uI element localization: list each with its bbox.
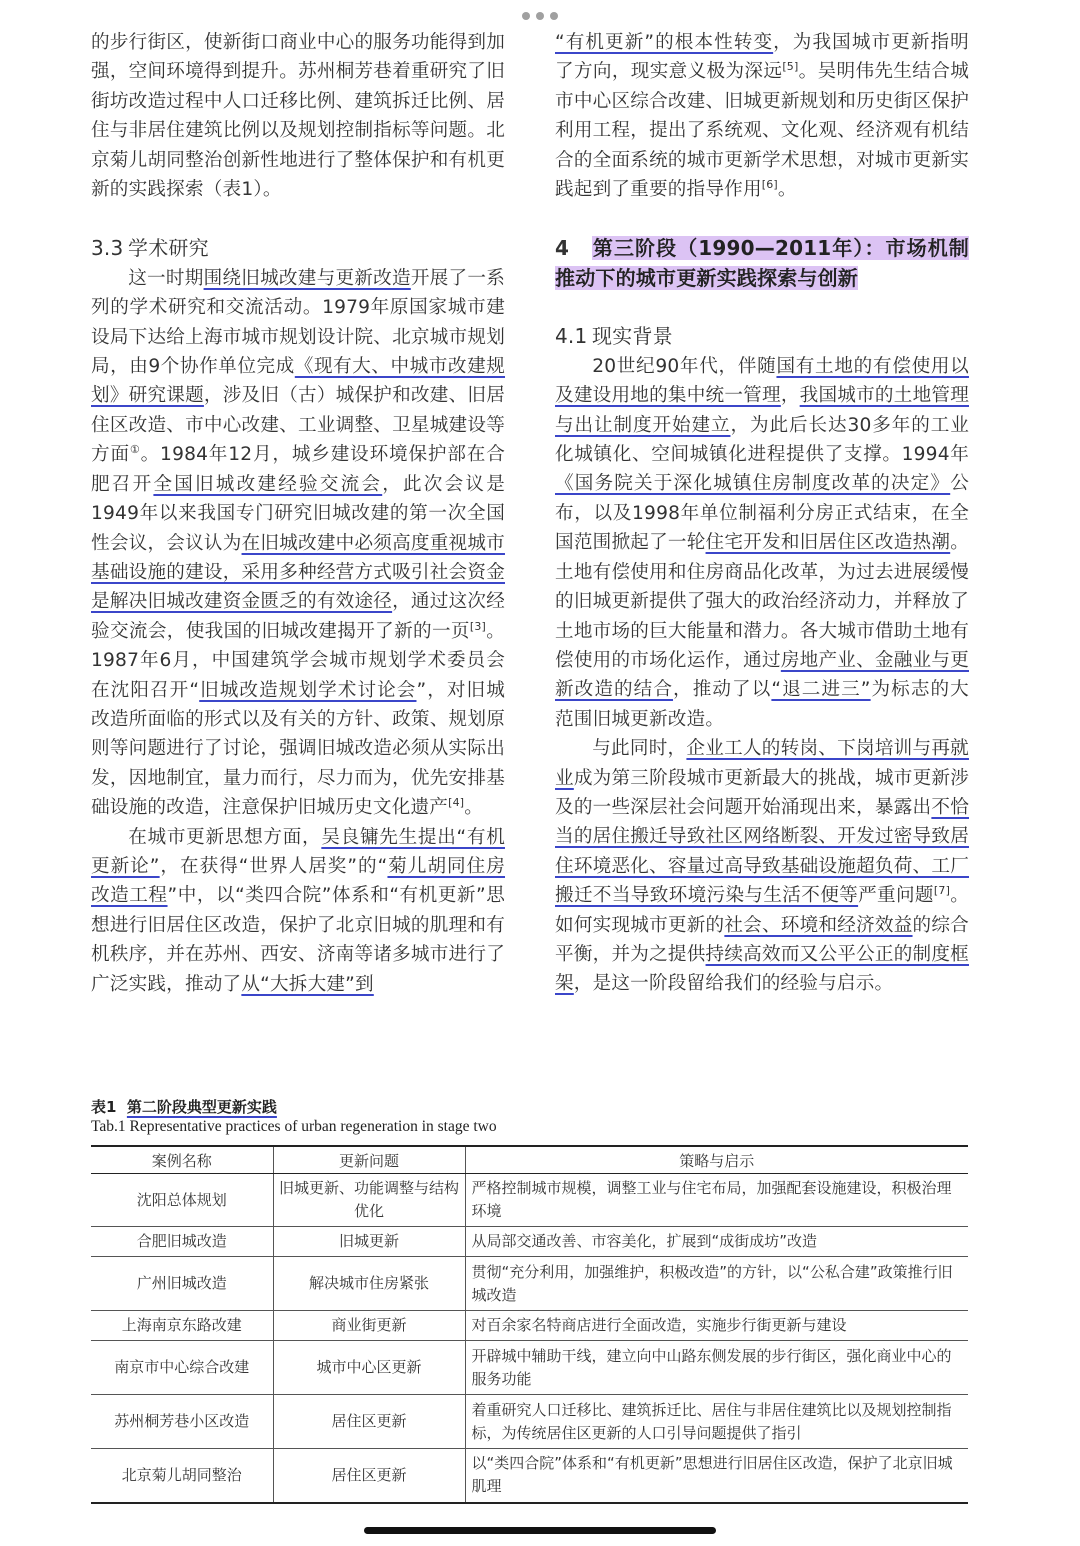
table-caption-english: Tab.1 Representative practices of urban regeneration in stage two <box>91 1118 497 1135</box>
paragraph-urban-renewal-thought: 在城市更新思想方面，吴良镛先生提出“有机更新论”，在获得“世界人居奖”的“菊儿胡同住房改造工程”中，以“类四合院”体系和“有机更新”思想进行旧居住区改造，保护了北京旧城的肌理和有机秩序，并在苏州、西安、济南等诸多城市进行了广泛实践，推动了从“大拆大建”到 <box>91 826 506 995</box>
highlighted-heading: 第三阶段（1990—2011年）：市场机制推动下的城市更新实践探索与创新 <box>555 236 969 291</box>
header-case-name: 案例名称 <box>91 1146 273 1174</box>
paragraph-continued-right: “有机更新”的根本性转变，为我国城市更新指明了方向，现实意义极为深远[5]。吴明伟先生结合城市中心区综合改建、旧城更新规划和历史街区保护利用工程，提出了系统观、文化观、经济观有机结合的全面系统的城市更新学术思想，对城市更新实践起到了重要的指导作用[6]。 <box>555 32 969 201</box>
paragraph-continued: 的步行街区，使新街口商业中心的服务功能得到加强，空间环境得到提升。苏州桐芳巷着重研究了旧街坊改造过程中人口迁移比例、建筑拆迁比例、居住与非居住建筑比例以及规划控制指标等问题。北京菊儿胡同整治创新性地进行了整体保护和有机更新的实践探索（表1）。 <box>91 32 505 201</box>
home-indicator[interactable] <box>364 1527 716 1534</box>
case-name-cell: 广州旧城改造 <box>91 1257 273 1311</box>
footnote-marker: ① <box>129 443 141 457</box>
issue-cell: 城市中心区更新 <box>273 1341 465 1395</box>
header-strategy: 策略与启示 <box>465 1146 968 1174</box>
left-column <box>91 28 505 999</box>
issue-cell: 居住区更新 <box>273 1395 465 1449</box>
paragraph-academic-research: 这一时期围绕旧城改建与更新改造开展了一系列的学术研究和交流活动。1979年原国家城市建设局下达给上海市城市规划设计院、北京城市规划局，由9个协作单位完成《现有大、中城市改建规划》研究课题，涉及旧（古）城保护和改建、旧居住区改造、市中心改建、工业调整、卫星城建设等方面①。1984年12月，城乡建设环境保护部在合肥召开全国旧城改建经验交流会，此次会议是1949年以来我国专门研究旧城改建的第一次全国性会议，会议认为在旧城改建中必须高度重视城市基础设施的建设，采用多种经营方式吸引社会资金是解决旧城改建资金匮乏的有效途径，通过这次经验交流会，使我国的旧城改建揭开了新的一页[3]。1987年6月，中国建筑学会城市规划学术委员会在沈阳召开“旧城改造规划学术讨论会”，对旧城改造所面临的形式以及有关的方针、政策、规划原则等问题进行了讨论，强调旧城改造必须从实际出发，因地制宜，量力而行，尽力而为，优先安排基础设施的改造，注意保护旧城历史文化遗产[4]。 <box>91 267 506 819</box>
paragraph-background: 20世纪90年代，伴随国有土地的有偿使用以及建设用地的集中统一管理，我国城市的土地管理与出让制度开始建立，为此后长达30多年的工业化城镇化、空间城镇化进程提供了支撑。1994年《国务院关于深化城镇住房制度改革的决定》公布，以及1998年单位制福利分房正式结束，在全国范围掀起了一轮住宅开发和旧居住区改造热潮。土地有偿使用和住房商品化改革，为过去进展缓慢的旧城更新提供了强大的政治经济动力，并释放了土地市场的巨大能量和潜力。各大城市借助土地有偿使用的市场化运作，通过房地产业、金融业与更新改造的结合，推动了以“退二进三”为标志的大范围旧城更新改造。 <box>555 355 969 730</box>
table-row <box>91 1341 968 1395</box>
table-row <box>91 1257 968 1311</box>
paragraph-challenges: 与此同时，企业工人的转岗、下岗培训与再就业成为第三阶段城市更新最大的挑战，城市更新涉及的一些深层社会问题开始涌现出来，暴露出不恰当的居住搬迁导致社区网络断裂、开发过密导致居住环境恶化、容量过高导致基础设施超负荷、工厂搬迁不当导致环境污染与生活不便等严重问题[7]。如何实现城市更新的社会、环境和经济效益的综合平衡，并为之提供持续高效而又公平公正的制度框架，是这一阶段留给我们的经验与启示。 <box>555 738 970 995</box>
more-options-icon[interactable] <box>522 11 558 21</box>
practices-table <box>91 1145 968 1504</box>
citation-5: [5] <box>782 60 799 74</box>
issue-cell: 商业街更新 <box>273 1311 465 1341</box>
right-column <box>555 28 969 999</box>
table-row <box>91 1449 968 1503</box>
case-name-cell: 北京菊儿胡同整治 <box>91 1449 273 1503</box>
issue-cell: 旧城更新、功能调整与结构优化 <box>273 1174 465 1227</box>
case-name-cell: 沈阳总体规划 <box>91 1174 273 1227</box>
issue-cell: 解决城市住房紧张 <box>273 1257 465 1311</box>
strategy-cell: 严格控制城市规模，调整工业与住宅布局，加强配套设施建设，积极治理环境 <box>465 1174 968 1227</box>
case-name-cell: 合肥旧城改造 <box>91 1227 273 1257</box>
header-renewal-issue: 更新问题 <box>273 1146 465 1174</box>
section-heading-4-1: 4.1 现实背景 <box>555 324 673 349</box>
table-row <box>91 1395 968 1449</box>
issue-cell: 旧城更新 <box>273 1227 465 1257</box>
strategy-cell: 着重研究人口迁移比、建筑拆迁比、居住与非居住建筑比以及规划控制指标，为传统居住区更新的人口引导问题提供了指引 <box>465 1395 968 1449</box>
citation-4: [4] <box>448 795 465 809</box>
case-name-cell: 苏州桐芳巷小区改造 <box>91 1395 273 1449</box>
table-header-row <box>91 1146 968 1174</box>
table-row <box>91 1174 968 1227</box>
citation-3: [3] <box>469 619 487 633</box>
table-1 <box>91 1097 968 1504</box>
citation-6: [6] <box>761 177 778 191</box>
case-name-cell: 上海南京东路改建 <box>91 1311 273 1341</box>
issue-cell: 居住区更新 <box>273 1449 465 1503</box>
strategy-cell: 开辟城中辅助干线，建立向中山路东侧发展的步行街区，强化商业中心的服务功能 <box>465 1341 968 1395</box>
table-row <box>91 1227 968 1257</box>
table-row <box>91 1311 968 1341</box>
section-heading-3-3: 3.3 学术研究 <box>91 236 209 261</box>
strategy-cell: 从局部交通改善、市容美化，扩展到“成街成坊”改造 <box>465 1227 968 1257</box>
table-caption: 表1 第二阶段典型更新实践 <box>91 1098 277 1116</box>
citation-7: [7] <box>933 883 951 897</box>
strategy-cell: 贯彻“充分利用，加强维护，积极改造”的方针，以“公私合建”政策推行旧城改造 <box>465 1257 968 1311</box>
strategy-cell: 对百余家名特商店进行全面改造，实施步行街更新与建设 <box>465 1311 968 1341</box>
strategy-cell: 以“类四合院”体系和“有机更新”思想进行旧居住区改造，保护了北京旧城肌理 <box>465 1449 968 1503</box>
section-heading-4: 4 第三阶段（1990—2011年）：市场机制推动下的城市更新实践探索与创新 <box>555 236 969 291</box>
case-name-cell: 南京市中心综合改建 <box>91 1341 273 1395</box>
